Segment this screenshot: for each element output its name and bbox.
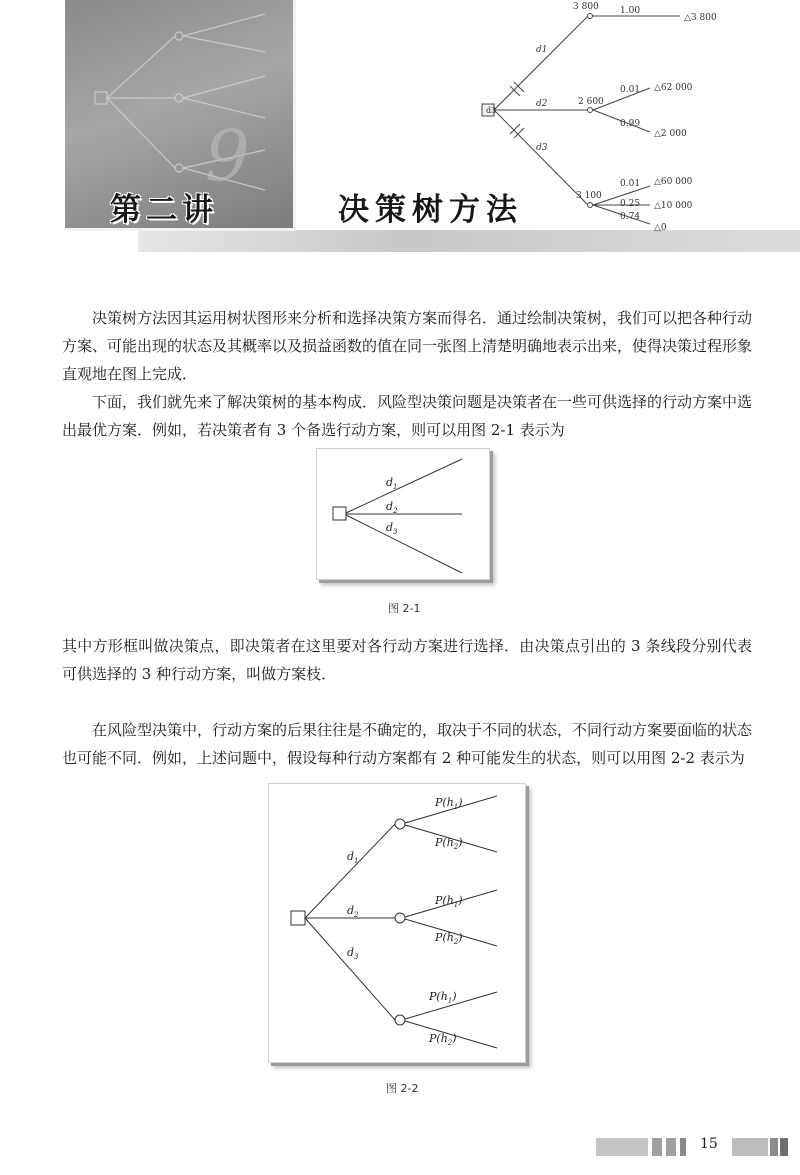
header-band bbox=[138, 230, 800, 252]
fig2-prob-h2-a: $P(h_2)$ bbox=[435, 836, 463, 851]
branch-line-d3 bbox=[346, 515, 462, 573]
fig2-label-d2: $d_2$ bbox=[347, 904, 359, 919]
tree-prob-2: 0.01 bbox=[620, 85, 641, 95]
tree-value-3: 3 100 bbox=[576, 191, 602, 201]
tree-value-2: 2 600 bbox=[578, 97, 604, 107]
chapter-title: 决策树方法 bbox=[338, 192, 523, 228]
fig2-prob-h1-a: $P(h_1)$ bbox=[435, 796, 463, 811]
tree-outcome-5: △10 000 bbox=[654, 201, 693, 211]
figure-2-1-caption: 图 2-1 bbox=[388, 602, 421, 615]
state-node-3 bbox=[395, 1015, 405, 1025]
tree-outcome-3: △2 000 bbox=[654, 129, 687, 139]
tree-outcome-6: △0 bbox=[654, 223, 667, 232]
tree-outcome-1: △3 800 bbox=[684, 13, 717, 23]
fig2-prob-h1-c: $P(h_1)$ bbox=[429, 990, 457, 1005]
figure-2-1 bbox=[316, 448, 490, 580]
paragraph-1: 决策树方法因其运用树状图形来分析和选择决策方案而得名．通过绘制决策树，我们可以把各种行动方案、可能出现的状态及其概率以及损益函数的值在同一张图上清楚明确地表示出来，使得决策过程形象直观地在图上完成． bbox=[62, 309, 753, 383]
tree-outcome-2: △62 000 bbox=[654, 83, 693, 93]
fig2-label-d3: $d_3$ bbox=[347, 946, 359, 961]
tree-value-1: 3 800 bbox=[573, 2, 599, 12]
tree-root-label: d3 bbox=[486, 106, 497, 115]
tree-prob-1: 1.00 bbox=[620, 6, 641, 16]
figure-2-2-diagram bbox=[269, 784, 525, 1062]
page-number: 15 bbox=[700, 1136, 718, 1152]
branch-line-d1 bbox=[346, 459, 462, 513]
tree-outcome-4: △60 000 bbox=[654, 177, 693, 187]
tree-prob-3: 0.99 bbox=[620, 119, 641, 129]
fig1-label-d2: $d_2$ bbox=[386, 500, 398, 515]
tree-prob-5: 0.25 bbox=[620, 199, 641, 209]
paragraph-2: 下面，我们就先来了解决策树的基本构成．风险型决策问题是决策者在一些可供选择的行动方案中选出最优方案．例如，若决策者有 3 个备选行动方案，则可以用图 2-1 表示为 bbox=[62, 393, 753, 439]
state-node-2 bbox=[395, 913, 405, 923]
tree-prob-6: 0.74 bbox=[620, 212, 641, 222]
svg-text:9: 9 bbox=[205, 115, 250, 197]
fig2-label-d1: $d_1$ bbox=[347, 850, 359, 865]
fig2-prob-h2-c: $P(h_2)$ bbox=[429, 1032, 457, 1047]
decision-point-square bbox=[333, 507, 346, 520]
tree-branch-d3: d3 bbox=[536, 143, 548, 153]
tree-branch-d2: d2 bbox=[536, 99, 548, 109]
fig1-label-d1: $d_1$ bbox=[386, 476, 398, 491]
branch-line-d3 bbox=[305, 918, 395, 1020]
fig2-prob-h1-b: $P(h_1)$ bbox=[435, 894, 463, 909]
lecture-label: 第二讲 bbox=[110, 192, 218, 228]
tree-branch-d1: d1 bbox=[536, 45, 548, 55]
paragraph-4: 在风险型决策中，行动方案的后果往往是不确定的，取决于不同的状态，不同行动方案要面临的状态也可能不同．例如，上述问题中，假设每种行动方案都有 2 种可能发生的状态，则可以用图 2-2 表示为 bbox=[62, 721, 753, 767]
footer-decoration bbox=[596, 1136, 800, 1158]
figure-2-1-diagram bbox=[317, 449, 489, 579]
paragraph-3: 其中方形框叫做决策点，即决策者在这里要对各行动方案进行选择．由决策点引出的 3 条线段分别代表可供选择的 3 种行动方案，叫做方案枝． bbox=[62, 637, 752, 683]
fig2-prob-h2-b: $P(h_2)$ bbox=[435, 931, 463, 946]
state-node-1 bbox=[395, 819, 405, 829]
tree-prob-4: 0.01 bbox=[620, 179, 641, 189]
figure-2-2 bbox=[268, 783, 526, 1063]
figure-2-2-caption: 图 2-2 bbox=[386, 1082, 419, 1095]
decision-point-square bbox=[291, 911, 305, 925]
fig1-label-d3: $d_3$ bbox=[386, 521, 398, 536]
